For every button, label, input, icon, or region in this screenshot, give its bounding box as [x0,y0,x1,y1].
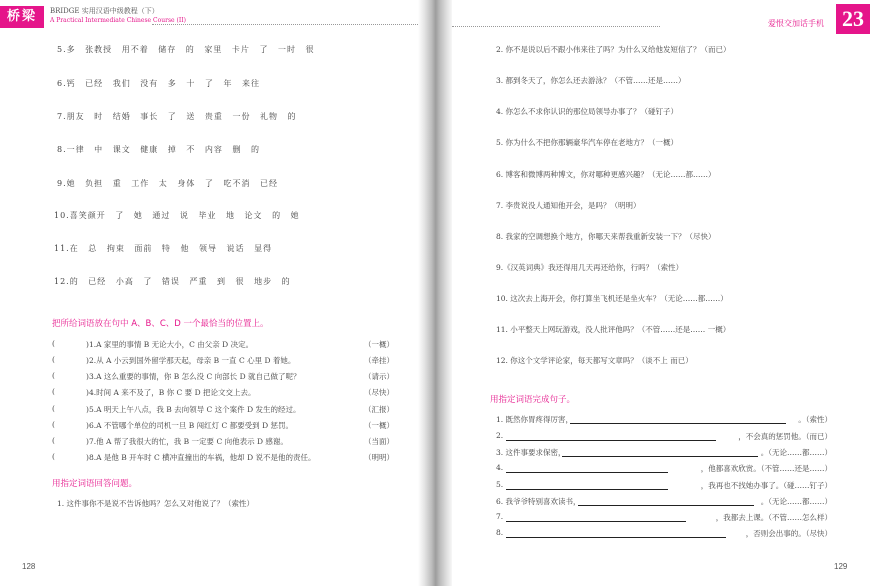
answer-question-9: 9.《汉英词典》我还得用几天再还给你，行吗？（索性） [496,263,684,272]
answer-line[interactable] [506,537,726,538]
chapter-title: 爱恨交加话手机 [768,19,824,28]
answer-line[interactable] [506,489,668,490]
book-title: BRIDGE 实用汉语中级教程（下） [50,7,159,15]
page-number-left: 128 [22,562,36,571]
answer-blank[interactable] [60,371,86,381]
reorder-item-5: 5.多 张教授 用不着 储存 的 家里 卡片 了 一时 很 [57,45,315,54]
placement-row-4: ( )4.时间 A 来不及了，B 你 C 要 D 把论文交上去。 （尽快） [52,387,394,397]
answer-question-1: 1. 这件事你不是说不告诉他吗？怎么又对他说了？（索性） [57,499,255,508]
answer-line[interactable] [578,505,754,506]
reorder-item-9: 9.她 负担 重 工作 太 身体 了 吃不消 已经 [57,179,278,188]
placement-row-2: ( )2.从 A 小云到国外留学那天起，母亲 B 一直 C 心里 D 着她。 （牵挂） [52,355,394,365]
section-heading-complete: 用指定词语完成句子。 [490,395,576,405]
reorder-item-7: 7.朋友 时 结婚 事长 了 送 贵重 一份 礼物 的 [57,112,297,121]
answer-question-3: 3. 都到冬天了，你怎么还去游泳？（不管……还是……） [496,76,686,85]
answer-line[interactable] [562,456,758,457]
answer-blank[interactable] [60,387,86,397]
reorder-item-6: 6.钙 已经 我们 没有 多 十 了 年 来往 [57,79,260,88]
answer-question-2: 2. 你不是说以后不跟小伟来往了吗？为什么又给他发短信了？（而已） [496,45,731,54]
complete-row-7: 7. ，我都去上课。（不管……怎么样） [496,512,832,522]
reorder-item-8: 8.一律 中 课文 健康 掉 不 内容 删 的 [57,145,260,154]
answer-blank[interactable] [60,339,86,349]
complete-row-2: 2. ，不会真的惩罚他。（而已） [496,431,832,441]
complete-row-4: 4. ，他都喜欢欣赏。（不管……还是……） [496,463,832,473]
book-gutter-shadow [418,0,452,586]
book-subtitle: A Practical Intermediate Chinese Course (II) [50,17,186,24]
brand-logo: 桥梁 [0,6,44,28]
reorder-item-12: 12.的 已经 小高 了 错误 严重 到 很 地步 的 [54,277,291,286]
answer-question-7: 7. 李贵说没人通知他开会，是吗？（明明） [496,201,641,210]
header-rule-right [452,26,660,27]
page-number-right: 129 [834,562,848,571]
reorder-item-11: 11.在 总 拘束 面前 特 他 领导 说话 显得 [54,244,273,253]
answer-blank[interactable] [60,355,86,365]
answer-question-5: 5. 你为什么不把你那辆豪华汽车停在老地方？（一概） [496,138,679,147]
complete-row-6: 6. 我爷爷特别喜欢读书， 。（无论……都……） [496,497,832,506]
section-heading-answer: 用指定词语回答问题。 [52,479,138,489]
placement-row-8: ( )8.A 是他 B 开车时 C 横冲直撞出的车祸，他却 D 说不是他的责任。 （明明） [52,452,394,462]
complete-row-3: 3. 这件事要求保密， 。（无论……都……） [496,448,832,457]
placement-row-1: ( )1.A 家里的事情 B 无论大小，C 由父亲 D 决定。 （一概） [52,339,394,349]
answer-question-10: 10. 这次去上海开会，你打算坐飞机还是坐火车？（无论……都……） [496,294,728,303]
answer-line[interactable] [570,423,786,424]
reorder-item-10: 10.喜笑颜开 了 她 通过 说 毕业 地 论文 的 她 [54,211,300,220]
complete-row-8: 8. ，否则会出事的。（尽快） [496,528,832,538]
answer-blank[interactable] [60,436,86,446]
answer-line[interactable] [506,521,686,522]
chapter-number-badge: 23 [836,4,870,34]
section-heading-placement: 把所给词语放在句中 A、B、C、D 一个最恰当的位置上。 [52,319,269,329]
complete-row-1: 1. 既然你胃疼得厉害， 。（索性） [496,415,832,424]
header-rule-left [152,24,420,25]
placement-row-3: ( )3.A 这么重要的事情，你 B 怎么没 C 向部长 D 就自己做了呢？ （请示） [52,371,394,381]
answer-question-6: 6. 博客和微博两种博文，你对哪种更感兴趣？（无论……都……） [496,170,716,179]
answer-blank[interactable] [60,452,86,462]
answer-question-8: 8. 我家的空调想换个地方，你哪天来帮我重新安装一下？（尽快） [496,232,716,241]
answer-blank[interactable] [60,420,86,430]
placement-row-7: ( )7.他 A 帮了我很大的忙，我 B 一定要 C 向他表示 D 感谢。 （当面） [52,436,394,446]
answer-question-4: 4. 你怎么不求你认识的那位局领导办事了？（碰钉子） [496,107,679,116]
answer-blank[interactable] [60,404,86,414]
complete-row-5: 5. ，我再也不找她办事了。（碰……钉子） [496,480,832,490]
answer-question-11: 11. 小平整天上网玩游戏，没人批评他吗？（不管……还是…… 一概） [496,325,731,334]
answer-line[interactable] [506,472,668,473]
answer-question-12: 12. 你这个文学评论家，每天都写文章吗？（谈不上 而已） [496,356,693,365]
placement-row-5: ( )5.A 明天上午八点，我 B 去向领导 C 这个案件 D 发生的经过。 （汇报） [52,404,394,414]
placement-row-6: ( )6.A 不管哪个单位的司机一旦 B 闯红灯 C 都要受到 D 惩罚。 （一概） [52,420,394,430]
answer-line[interactable] [506,440,716,441]
